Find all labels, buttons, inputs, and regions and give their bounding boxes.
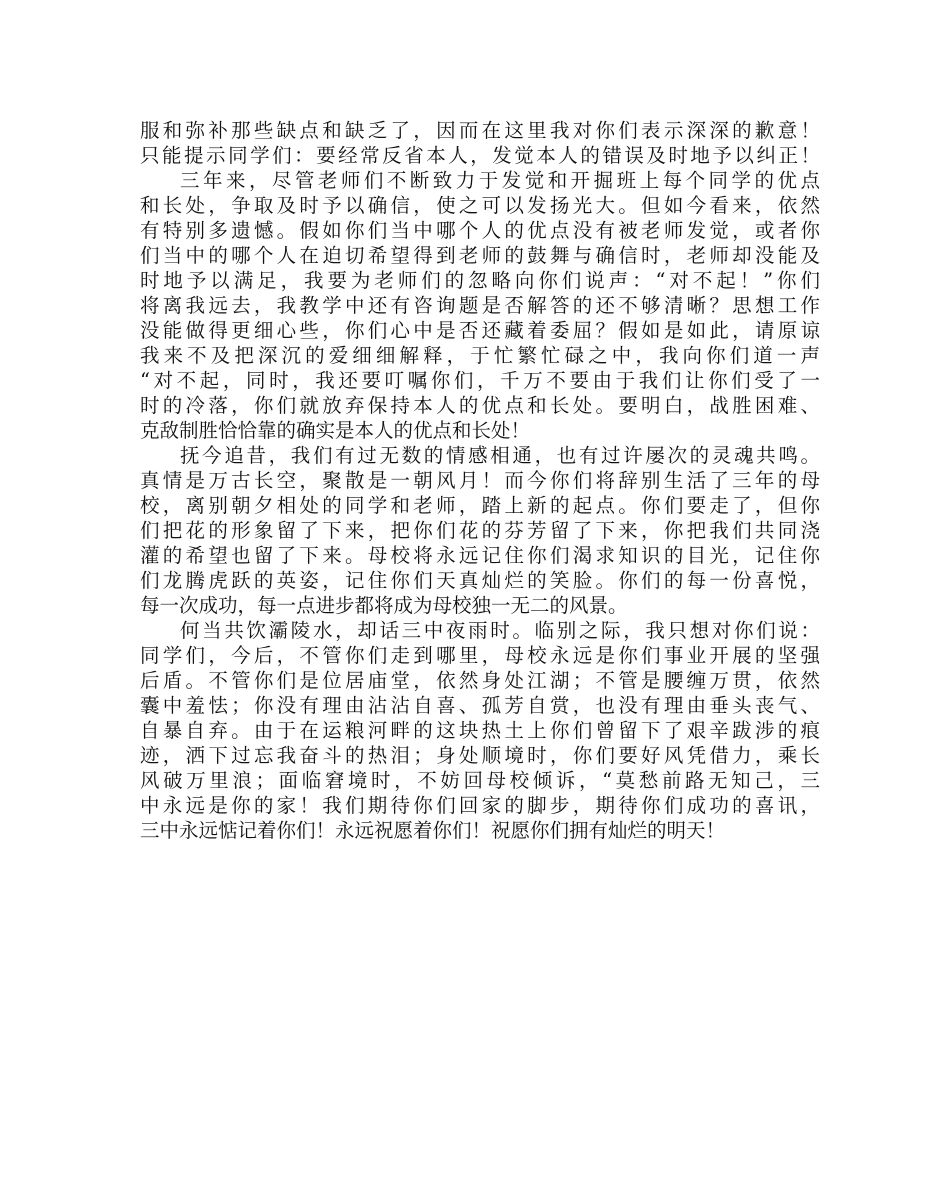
body-text — [140, 118, 820, 843]
text-line: 迹，洒下过忘我奋斗的热泪；身处顺境时，你们要好风凭借力，乘长 — [140, 744, 820, 767]
text-line: 校，离别朝夕相处的同学和老师，踏上新的起点。你们要走了，但你 — [140, 494, 820, 517]
text-line: 有特别多遗憾。假如你们当中哪个人的优点没有被老师发觉，或者你 — [140, 219, 820, 242]
text-line: 时的冷落，你们就放弃保持本人的优点和长处。要明白，战胜困难、 — [140, 394, 820, 417]
text-line: 后盾。不管你们是位居庙堂，依然身处江湖；不管是腰缠万贯，依然 — [140, 669, 820, 692]
text-line: 同学们，今后，不管你们走到哪里，母校永远是你们事业开展的坚强 — [140, 644, 820, 667]
text-line: 服和弥补那些缺点和缺乏了，因而在这里我对你们表示深深的歉意！ — [140, 119, 820, 142]
text-line: 自暴自弃。由于在运粮河畔的这块热土上你们曾留下了艰辛跋涉的痕 — [140, 719, 820, 742]
text-line: 们龙腾虎跃的英姿，记住你们天真灿烂的笑脸。你们的每一份喜悦， — [140, 569, 820, 592]
text-line: 时地予以满足，我要为老师们的忽略向你们说声：“对不起！”你们 — [140, 269, 820, 292]
text-line: 只能提示同学们：要经常反省本人，发觉本人的错误及时地予以纠正！ — [140, 144, 820, 167]
text-line: 囊中羞怯；你没有理由沾沾自喜、孤芳自赏，也没有理由垂头丧气、 — [140, 694, 820, 717]
paragraph-start-line: 三年来，尽管老师们不断致力于发觉和开掘班上每个同学的优点 — [180, 169, 820, 192]
text-line: 我来不及把深沉的爱细细解释，于忙繁忙碌之中，我向你们道一声 — [140, 344, 820, 367]
paragraph-end-line: 克敌制胜恰恰靠的确实是本人的优点和长处！ — [140, 419, 531, 442]
paragraph-start-line: 抚今追昔，我们有过无数的情感相通，也有过许屡次的灵魂共鸣。 — [180, 444, 820, 467]
text-line: 将离我远去，我教学中还有咨询题是否解答的还不够清晰？思想工作 — [140, 294, 820, 317]
text-line: 中永远是你的家！我们期待你们回家的脚步，期待你们成功的喜讯， — [140, 794, 820, 817]
text-line: 和长处，争取及时予以确信，使之可以发扬光大。但如今看来，依然 — [140, 194, 820, 217]
text-line: 们当中的哪个人在迫切希望得到老师的鼓舞与确信时，老师却没能及 — [140, 244, 820, 267]
text-line: 们把花的形象留了下来，把你们花的芬芳留了下来，你把我们共同浇 — [140, 519, 820, 542]
paragraph-start-line: 何当共饮灞陵水，却话三中夜雨时。临别之际，我只想对你们说： — [180, 619, 820, 642]
text-line: 风破万里浪；面临窘境时，不妨回母校倾诉，“莫愁前路无知己，三 — [140, 769, 820, 792]
paragraph-end-line: 三中永远惦记着你们！永远祝愿着你们！祝愿你们拥有灿烂的明天！ — [140, 819, 726, 842]
text-line: 没能做得更细心些，你们心中是否还藏着委屈？假如是如此，请原谅 — [140, 319, 820, 342]
text-line: 真情是万古长空，聚散是一朝风月！而今你们将辞别生活了三年的母 — [140, 469, 820, 492]
text-line: 灌的希望也留了下来。母校将永远记住你们渴求知识的目光，记住你 — [140, 544, 820, 567]
text-line: “对不起，同时，我还要叮嘱你们，千万不要由于我们让你们受了一 — [140, 369, 820, 392]
paragraph-end-line: 每一次成功，每一点进步都将成为母校独一无二的风景。 — [140, 594, 628, 617]
